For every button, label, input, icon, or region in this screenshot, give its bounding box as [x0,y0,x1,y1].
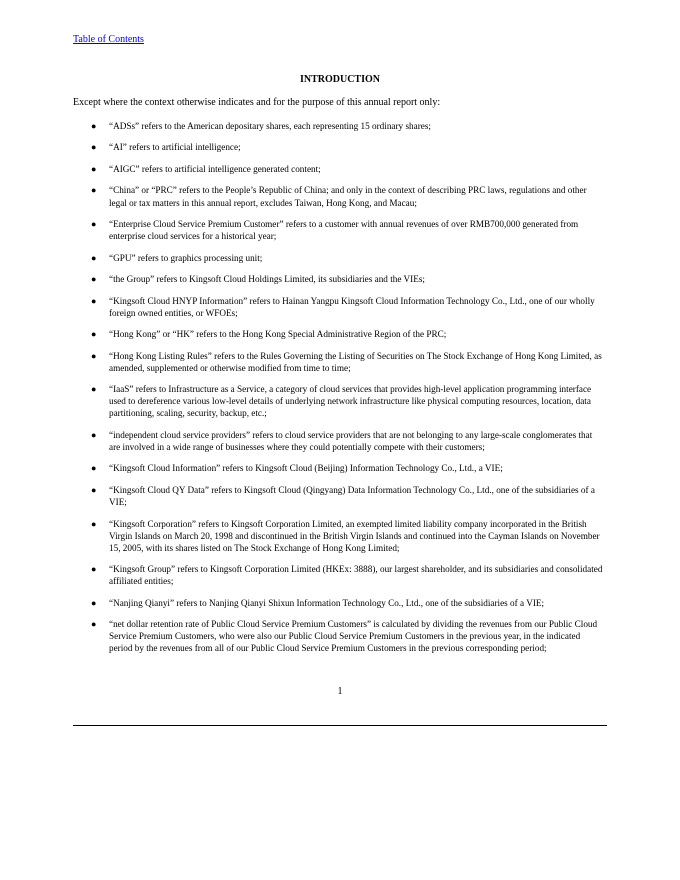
definition-text: “AIGC” refers to artificial intelligence generated content; [109,163,321,174]
definition-text: “the Group” refers to Kingsoft Cloud Holdings Limited, its subsidiaries and the VIEs; [109,274,425,285]
list-item [91,618,603,654]
definition-text: “ADSs” refers to the American depositary shares, each representing 15 ordinary shares; [109,121,431,131]
bullet-icon: ● [91,185,97,196]
list-item [91,462,603,474]
list-item [91,184,603,208]
list-item [91,218,603,242]
bullet-icon: ● [91,463,97,474]
definitions-list [91,120,603,664]
bullet-icon: ● [91,429,97,440]
list-item [91,484,603,508]
bullet-icon: ● [91,384,97,395]
bullet-icon: ● [91,484,97,495]
list-item [91,163,603,175]
definition-text: “Kingsoft Cloud QY Data” refers to Kingsoft Cloud (Qingyang) Data Information Technology Co., Ltd., one of the subsidiaries of a VIE; [109,484,595,508]
bullet-icon: ● [91,274,97,285]
definition-text: “China” or “PRC” refers to the People’s Republic of China; and only in the context of describing PRC laws, regulations and other legal or tax matters in this annual report, excludes Taiwan, Hong Kong, and Macau; [109,185,587,208]
list-item [91,120,603,132]
bullet-icon: ● [91,597,97,608]
page-number: 1 [337,686,343,697]
bullet-icon: ● [91,219,97,230]
bullet-icon: ● [91,295,97,306]
list-item [91,141,603,153]
section-title: INTRODUCTION [299,74,380,85]
list-item [91,252,603,264]
definition-text: “Kingsoft Cloud Information” refers to Kingsoft Cloud (Beijing) Information Technology Co., Ltd., a VIE; [109,463,503,474]
bullet-icon: ● [91,163,97,174]
definition-text: “Kingsoft Corporation” refers to Kingsoft Corporation Limited, an exempted limited liability company incorporated in the British Virgin Islands on March 20, 1998 and discontinued in the British Virgin Islands and continued into the Cayman Islands on November 15, 2005, with its shares listed on The Stock Exchange of Hong Kong Limited; [109,518,600,553]
bullet-icon: ● [91,350,97,361]
list-item [91,350,603,374]
bullet-icon: ● [91,619,97,630]
list-item [91,328,603,340]
list-item [91,383,603,419]
definition-text: “Nanjing Qianyi” refers to Nanjing Qianyi Shixun Information Technology Co., Ltd., one of the subsidiaries of a VIE; [109,597,545,608]
definition-text: “net dollar retention rate of Public Cloud Service Premium Customers” is calculated by dividing the revenues from our Public Cloud Service Premium Customers, who were also our Public Cloud Service Premium Customers in the previous year, in the indicated period by the revenues from all of our Public Cloud Service Premium Customers in the previous corresponding period; [109,619,598,654]
list-item [91,518,603,554]
definition-text: “Hong Kong” or “HK” refers to the Hong Kong Special Administrative Region of the PRC; [109,329,447,340]
definition-text: “Hong Kong Listing Rules” refers to the Rules Governing the Listing of Securities on The Stock Exchange of Hong Kong Limited, as amended, supplemented or otherwise modified from time to time; [109,350,602,373]
list-item [91,295,603,319]
list-item [91,429,603,453]
bullet-icon: ● [91,329,97,340]
page-divider [73,725,607,726]
table-of-contents-link[interactable]: Table of Contents [73,34,144,45]
definition-text: “independent cloud service providers” refers to cloud service providers that are not belonging to any large-scale conglomerates that are involved in a wide range of businesses where they could potentially compete with their customers; [109,429,593,452]
bullet-icon: ● [91,252,97,263]
definition-text: “Kingsoft Cloud HNYP Information” refers to Hainan Yangpu Kingsoft Cloud Information Technology Co., Ltd., one of our wholly foreign owned entities, or WFOEs; [109,295,595,318]
definition-text: “IaaS” refers to Infrastructure as a Service, a category of cloud services that provides high-level application programming interface used to dereference various low-level details of underlying network infrastructure like physical computing resources, location, data partitioning, scaling, security, backup, etc.; [109,384,592,419]
bullet-icon: ● [91,121,97,131]
definition-text: “AI” refers to artificial intelligence; [109,142,241,153]
list-item [91,597,603,609]
bullet-icon: ● [91,142,97,153]
list-item [91,273,603,285]
definition-text: “GPU” refers to graphics processing unit; [109,252,263,263]
bullet-icon: ● [91,518,97,529]
list-item [91,563,603,587]
bullet-icon: ● [91,564,97,575]
definition-text: “Enterprise Cloud Service Premium Customer” refers to a customer with annual revenues of over RMB700,000 generated from enterprise cloud services for a historical year; [109,219,579,242]
definition-text: “Kingsoft Group” refers to Kingsoft Corporation Limited (HKEx: 3888), our largest shareholder, and its subsidiaries and consolidated affiliated entities; [109,564,603,587]
intro-paragraph: Except where the context otherwise indicates and for the purpose of this annual report only: [73,97,441,108]
